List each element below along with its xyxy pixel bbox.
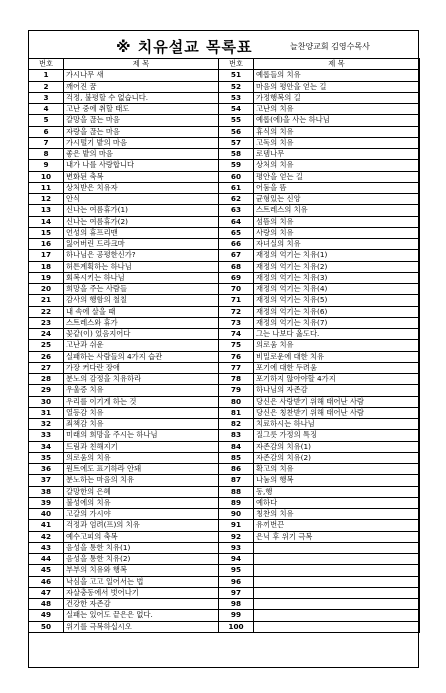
row-number: 83 bbox=[219, 430, 254, 441]
row-number: 89 bbox=[219, 497, 254, 508]
sermon-title: 내가 나를 사랑합니다 bbox=[64, 160, 219, 171]
row-number: 2 bbox=[29, 81, 64, 92]
table-row bbox=[29, 250, 420, 261]
row-number: 82 bbox=[219, 419, 254, 430]
sermon-title: 비밀로운에 대한 치유 bbox=[254, 351, 420, 362]
sermon-title: 분노의 감정을 치유하라 bbox=[64, 374, 219, 385]
sermon-title: 원트에도 표기하라 안돼 bbox=[64, 464, 219, 475]
sermon-title: 죄책감 치유 bbox=[64, 419, 219, 430]
sermon-title: 로뎀나무 bbox=[254, 149, 420, 160]
sermon-title bbox=[254, 542, 420, 553]
row-number: 76 bbox=[219, 351, 254, 362]
row-number: 18 bbox=[29, 261, 64, 272]
table-row bbox=[29, 362, 420, 373]
row-number: 22 bbox=[29, 306, 64, 317]
table-row bbox=[29, 149, 420, 160]
row-number: 47 bbox=[29, 587, 64, 598]
sermon-title: 마음의 평안을 얻는 길 bbox=[254, 81, 420, 92]
sermon-title: 포기하지 않아야할 4가지 bbox=[254, 374, 420, 385]
sermon-title: 예수고피의 축복 bbox=[64, 531, 219, 542]
row-number: 70 bbox=[219, 284, 254, 295]
sermon-title: 자살충동에서 벗어나기 bbox=[64, 587, 219, 598]
sermon-title: 회복시키는 하나님 bbox=[64, 272, 219, 283]
sermon-title: 언성의 휴프리맨 bbox=[64, 227, 219, 238]
table-row bbox=[29, 81, 420, 92]
sermon-title bbox=[254, 621, 420, 632]
row-number: 52 bbox=[219, 81, 254, 92]
sermon-title: 분노하는 마음의 치유 bbox=[64, 475, 219, 486]
table-row bbox=[29, 509, 420, 520]
sermon-title: 고갈의 가시야 bbox=[64, 509, 219, 520]
table-row bbox=[29, 194, 420, 205]
sermon-title: 재정의 억기는 치유(7) bbox=[254, 317, 420, 328]
sermon-title: 당신은 칭찬받기 위해 태어난 사람 bbox=[254, 407, 420, 418]
row-number: 84 bbox=[219, 441, 254, 452]
row-number: 56 bbox=[219, 126, 254, 137]
table-row bbox=[29, 171, 420, 182]
row-number: 77 bbox=[219, 362, 254, 373]
sermon-title: 걱정과 엄려(프)의 치유 bbox=[64, 520, 219, 531]
sermon-title: 열등감 치유 bbox=[64, 407, 219, 418]
table-header-row bbox=[29, 59, 420, 70]
table-row bbox=[29, 385, 420, 396]
row-number: 64 bbox=[219, 216, 254, 227]
row-number: 35 bbox=[29, 452, 64, 463]
row-number: 94 bbox=[219, 554, 254, 565]
row-number: 62 bbox=[219, 194, 254, 205]
row-number: 45 bbox=[29, 565, 64, 576]
row-number: 1 bbox=[29, 70, 64, 81]
sermon-title: 평안을 얻는 길 bbox=[254, 171, 420, 182]
table-row bbox=[29, 272, 420, 283]
sermon-title: 예하다 bbox=[254, 497, 420, 508]
row-number: 63 bbox=[219, 205, 254, 216]
table-row bbox=[29, 531, 420, 542]
table-row bbox=[29, 621, 420, 632]
sermon-title: 음성을 통한 치유(1) bbox=[64, 542, 219, 553]
sermon-title: 은닉 후 위기 극복 bbox=[254, 531, 420, 542]
sermon-title: 재정의 억기는 치유(3) bbox=[254, 272, 420, 283]
col-title-right: 제 목 bbox=[254, 59, 420, 70]
row-number: 57 bbox=[219, 137, 254, 148]
table-row bbox=[29, 542, 420, 553]
sermon-title: 스트레스와 휴가 bbox=[64, 317, 219, 328]
row-number: 75 bbox=[219, 340, 254, 351]
row-number: 28 bbox=[29, 374, 64, 385]
table-row bbox=[29, 430, 420, 441]
row-number: 90 bbox=[219, 509, 254, 520]
row-number: 88 bbox=[219, 486, 254, 497]
sermon-title: 미래의 희망을 주시는 하나님 bbox=[64, 430, 219, 441]
sermon-title: 고난의 치유 bbox=[254, 104, 420, 115]
row-number: 87 bbox=[219, 475, 254, 486]
sermon-title: 우울증 치유 bbox=[64, 385, 219, 396]
table-row bbox=[29, 351, 420, 362]
table-row bbox=[29, 565, 420, 576]
row-number: 9 bbox=[29, 160, 64, 171]
row-number: 3 bbox=[29, 92, 64, 103]
row-number: 80 bbox=[219, 396, 254, 407]
sermon-title bbox=[254, 599, 420, 610]
row-number: 68 bbox=[219, 261, 254, 272]
sermon-title: 신나는 여름휴가(2) bbox=[64, 216, 219, 227]
table-row bbox=[29, 205, 420, 216]
row-number: 66 bbox=[219, 239, 254, 250]
row-number: 26 bbox=[29, 351, 64, 362]
table-row bbox=[29, 396, 420, 407]
row-number: 71 bbox=[219, 295, 254, 306]
sermon-title: 상처의 치유 bbox=[254, 160, 420, 171]
table-row bbox=[29, 340, 420, 351]
row-number: 44 bbox=[29, 554, 64, 565]
table-row bbox=[29, 587, 420, 598]
sermon-title: 가시떨기 밭의 마음 bbox=[64, 137, 219, 148]
row-number: 25 bbox=[29, 340, 64, 351]
row-number: 74 bbox=[219, 329, 254, 340]
row-number: 29 bbox=[29, 385, 64, 396]
row-number: 79 bbox=[219, 385, 254, 396]
row-number: 48 bbox=[29, 599, 64, 610]
sermon-title: 잃어버린 드라크마 bbox=[64, 239, 219, 250]
row-number: 40 bbox=[29, 509, 64, 520]
sermon-title: 하나님의 자존감 bbox=[254, 385, 420, 396]
row-number: 43 bbox=[29, 542, 64, 553]
row-number: 24 bbox=[29, 329, 64, 340]
row-number: 73 bbox=[219, 317, 254, 328]
row-number: 50 bbox=[29, 621, 64, 632]
sermon-title: 의로움의 치유 bbox=[64, 452, 219, 463]
sermon-title: 감사의 행함의 철칠 bbox=[64, 295, 219, 306]
sermon-title: 어둠을 뜸 bbox=[254, 182, 420, 193]
table-row bbox=[29, 306, 420, 317]
row-number: 11 bbox=[29, 182, 64, 193]
document-header bbox=[28, 30, 420, 58]
col-number-right: 번호 bbox=[219, 59, 254, 70]
sermon-title: 나눔의 행복 bbox=[254, 475, 420, 486]
row-number: 46 bbox=[29, 576, 64, 587]
sermon-title: 희망을 주는 사람들 bbox=[64, 284, 219, 295]
table-row bbox=[29, 599, 420, 610]
row-number: 8 bbox=[29, 149, 64, 160]
row-number: 69 bbox=[219, 272, 254, 283]
sermon-title: 의로움 치유 bbox=[254, 340, 420, 351]
sermon-title: 상처받은 치유자 bbox=[64, 182, 219, 193]
table-row bbox=[29, 216, 420, 227]
sermon-title bbox=[254, 565, 420, 576]
sermon-title bbox=[254, 587, 420, 598]
table-row bbox=[29, 497, 420, 508]
sermon-title: 질그릇 가정의 특징 bbox=[254, 430, 420, 441]
sermon-title: 고난 중에 취할 태도 bbox=[64, 104, 219, 115]
sermon-title: 꽃같(이) 었음지어다 bbox=[64, 329, 219, 340]
row-number: 20 bbox=[29, 284, 64, 295]
table-row bbox=[29, 554, 420, 565]
sermon-title: 갈망을 끊는 마음 bbox=[64, 115, 219, 126]
row-number: 10 bbox=[29, 171, 64, 182]
sermon-title: 갈망한의 은혜 bbox=[64, 486, 219, 497]
table-row bbox=[29, 419, 420, 430]
sermon-title: 위기를 극복하십시오 bbox=[64, 621, 219, 632]
table-row bbox=[29, 407, 420, 418]
row-number: 98 bbox=[219, 599, 254, 610]
row-number: 95 bbox=[219, 565, 254, 576]
sermon-title: 우리를 이기게 하는 것 bbox=[64, 396, 219, 407]
row-number: 86 bbox=[219, 464, 254, 475]
sermon-title: 불성에의 치유 bbox=[64, 497, 219, 508]
sermon-title: 예롭들의 치유 bbox=[254, 70, 420, 81]
col-title-left: 제 목 bbox=[64, 59, 219, 70]
row-number: 17 bbox=[29, 250, 64, 261]
table-row bbox=[29, 486, 420, 497]
row-number: 34 bbox=[29, 441, 64, 452]
row-number: 23 bbox=[29, 317, 64, 328]
row-number: 60 bbox=[219, 171, 254, 182]
sermon-title: 휴식의 치유 bbox=[254, 126, 420, 137]
row-number: 53 bbox=[219, 92, 254, 103]
sermon-title: 재정의 억기는 치유(2) bbox=[254, 261, 420, 272]
sermon-title: 변화된 축복 bbox=[64, 171, 219, 182]
sermon-title: 음성을 통한 치유(2) bbox=[64, 554, 219, 565]
sermon-title: 건강한 자존감 bbox=[64, 599, 219, 610]
row-number: 31 bbox=[29, 407, 64, 418]
table-row bbox=[29, 610, 420, 621]
row-number: 32 bbox=[29, 419, 64, 430]
table-row bbox=[29, 284, 420, 295]
row-number: 15 bbox=[29, 227, 64, 238]
table-row bbox=[29, 329, 420, 340]
row-number: 27 bbox=[29, 362, 64, 373]
sermon-title: 깨어진 꿈 bbox=[64, 81, 219, 92]
sermon-title: 신나는 여름휴가(1) bbox=[64, 205, 219, 216]
row-number: 36 bbox=[29, 464, 64, 475]
row-number: 99 bbox=[219, 610, 254, 621]
table-row bbox=[29, 126, 420, 137]
row-number: 39 bbox=[29, 497, 64, 508]
row-number: 12 bbox=[29, 194, 64, 205]
sermon-title: 고난과 쉬운 bbox=[64, 340, 219, 351]
sermon-title: 낙심을 고고 일어서는 법 bbox=[64, 576, 219, 587]
row-number: 92 bbox=[219, 531, 254, 542]
sermon-title: 가시나무 새 bbox=[64, 70, 219, 81]
row-number: 30 bbox=[29, 396, 64, 407]
sermon-title: 허튼계획하는 하나님 bbox=[64, 261, 219, 272]
table-row bbox=[29, 475, 420, 486]
table-row bbox=[29, 452, 420, 463]
sermon-title: 실패는 있어도 끝은은 없다. bbox=[64, 610, 219, 621]
table-row bbox=[29, 441, 420, 452]
sermon-title bbox=[254, 576, 420, 587]
row-number: 58 bbox=[219, 149, 254, 160]
sermon-title: 안식 bbox=[64, 194, 219, 205]
sermon-title bbox=[254, 554, 420, 565]
table-row bbox=[29, 261, 420, 272]
sermon-title: 자존감의 치유(1) bbox=[254, 441, 420, 452]
row-number: 81 bbox=[219, 407, 254, 418]
sermon-title: 스트레스의 치유 bbox=[254, 205, 420, 216]
sermon-title: 유끼번끈 bbox=[254, 520, 420, 531]
sermon-title: 가장 커다란 장애 bbox=[64, 362, 219, 373]
table-body bbox=[29, 70, 420, 633]
row-number: 6 bbox=[29, 126, 64, 137]
row-number: 59 bbox=[219, 160, 254, 171]
row-number: 72 bbox=[219, 306, 254, 317]
sermon-title: 그는 나보다 옳도다. bbox=[254, 329, 420, 340]
sermon-title: 재정의 억기는 치유(6) bbox=[254, 306, 420, 317]
sermon-title: 포기에 대한 두려움 bbox=[254, 362, 420, 373]
row-number: 37 bbox=[29, 475, 64, 486]
sermon-title: 내 속에 살을 때 bbox=[64, 306, 219, 317]
table-row bbox=[29, 137, 420, 148]
sermon-title: 재정의 억기는 치유(4) bbox=[254, 284, 420, 295]
table-row bbox=[29, 92, 420, 103]
row-number: 21 bbox=[29, 295, 64, 306]
sermon-title: 가정행복의 길 bbox=[254, 92, 420, 103]
row-number: 13 bbox=[29, 205, 64, 216]
row-number: 85 bbox=[219, 452, 254, 463]
table-row bbox=[29, 317, 420, 328]
row-number: 51 bbox=[219, 70, 254, 81]
document-title: ※ 치유설교 목록표 bbox=[116, 38, 253, 56]
table-row bbox=[29, 104, 420, 115]
table-row bbox=[29, 576, 420, 587]
row-number: 78 bbox=[219, 374, 254, 385]
table-row bbox=[29, 115, 420, 126]
row-number: 16 bbox=[29, 239, 64, 250]
sermon-title: 걱정, 불평할 수 없습니다. bbox=[64, 92, 219, 103]
row-number: 91 bbox=[219, 520, 254, 531]
row-number: 55 bbox=[219, 115, 254, 126]
table-row bbox=[29, 239, 420, 250]
row-number: 96 bbox=[219, 576, 254, 587]
sermon-title: 자랑을 끊는 마음 bbox=[64, 126, 219, 137]
row-number: 97 bbox=[219, 587, 254, 598]
row-number: 100 bbox=[219, 621, 254, 632]
sermon-title: 하나님은 공평한신가? bbox=[64, 250, 219, 261]
sermon-title: 자녀실의 치유 bbox=[254, 239, 420, 250]
sermon-title: 실패하는 사람들의 4가지 습관 bbox=[64, 351, 219, 362]
sermon-title: 자존감의 치유(2) bbox=[254, 452, 420, 463]
sermon-title: 고독의 치유 bbox=[254, 137, 420, 148]
row-number: 61 bbox=[219, 182, 254, 193]
table-row bbox=[29, 464, 420, 475]
row-number: 7 bbox=[29, 137, 64, 148]
table-row bbox=[29, 160, 420, 171]
table-row bbox=[29, 520, 420, 531]
sermon-title bbox=[254, 610, 420, 621]
sermon-title: 드림과 친해지기 bbox=[64, 441, 219, 452]
sermon-title: 부부의 치유와 행복 bbox=[64, 565, 219, 576]
sermon-title: 균형있는 신앙 bbox=[254, 194, 420, 205]
row-number: 14 bbox=[29, 216, 64, 227]
sermon-title: 확고의 치유 bbox=[254, 464, 420, 475]
document-subtitle: 늘찬양교회 김영수목사 bbox=[290, 42, 370, 51]
row-number: 93 bbox=[219, 542, 254, 553]
row-number: 42 bbox=[29, 531, 64, 542]
row-number: 54 bbox=[219, 104, 254, 115]
table-row bbox=[29, 295, 420, 306]
col-number-left: 번호 bbox=[29, 59, 64, 70]
row-number: 19 bbox=[29, 272, 64, 283]
row-number: 49 bbox=[29, 610, 64, 621]
table-row bbox=[29, 182, 420, 193]
sermon-list-table bbox=[28, 58, 420, 633]
row-number: 67 bbox=[219, 250, 254, 261]
sermon-title: 당신은 사랑받기 위해 태어난 사람 bbox=[254, 396, 420, 407]
sermon-title: 칭찬의 치유 bbox=[254, 509, 420, 520]
row-number: 4 bbox=[29, 104, 64, 115]
sermon-title: 치료하시는 하나님 bbox=[254, 419, 420, 430]
sermon-title: 재정의 억기는 치유(5) bbox=[254, 295, 420, 306]
table-row bbox=[29, 227, 420, 238]
row-number: 5 bbox=[29, 115, 64, 126]
sermon-title: 동,행 bbox=[254, 486, 420, 497]
table-row bbox=[29, 374, 420, 385]
row-number: 65 bbox=[219, 227, 254, 238]
row-number: 41 bbox=[29, 520, 64, 531]
sermon-title: 사랑의 치유 bbox=[254, 227, 420, 238]
sermon-title: 예롭(에)을 사는 하나님 bbox=[254, 115, 420, 126]
table-row bbox=[29, 70, 420, 81]
sermon-title: 섬뜸의 치유 bbox=[254, 216, 420, 227]
row-number: 33 bbox=[29, 430, 64, 441]
row-number: 38 bbox=[29, 486, 64, 497]
sermon-title: 재정의 억기는 치유(1) bbox=[254, 250, 420, 261]
sermon-title: 좋은 밭의 마음 bbox=[64, 149, 219, 160]
